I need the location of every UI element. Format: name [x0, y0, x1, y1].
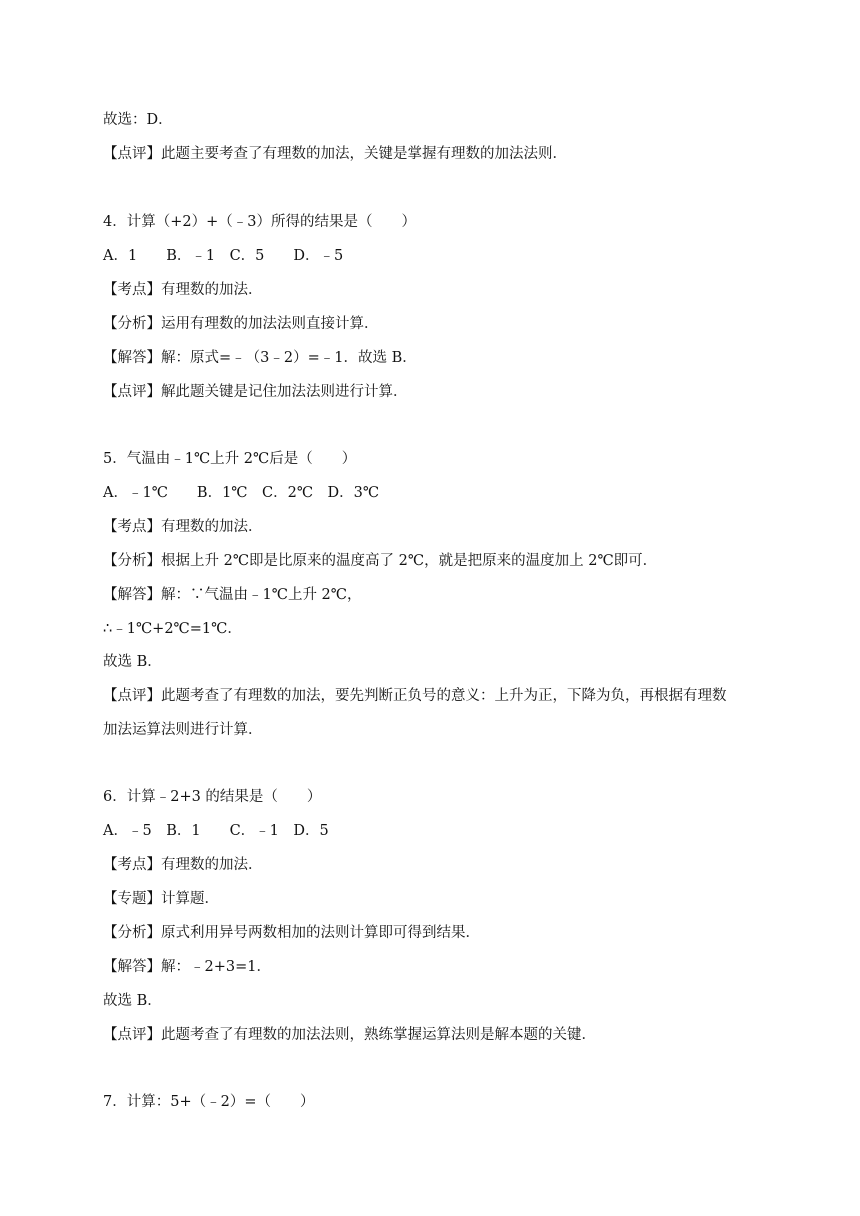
q6-answer: 故选 B． [103, 993, 162, 1009]
q6-dianping: 【点评】此题考查了有理数的加法法则，熟练掌握运算法则是解本题的关键． [103, 1027, 596, 1043]
q5-dianping-line1: 【点评】此题考查了有理数的加法，要先判断正负号的意义：上升为正，下降为负，再根据有理数 [103, 688, 727, 704]
q4-fenxi: 【分析】运用有理数的加法法则直接计算． [103, 316, 379, 332]
q6-kaodian: 【考点】有理数的加法． [103, 857, 263, 873]
q5-dianping-line2: 加法运算法则进行计算． [103, 722, 263, 738]
q6-jieda: 【解答】解：﹣2+3=1． [103, 959, 271, 975]
q5-fenxi: 【分析】根据上升 2℃即是比原来的温度高了 2℃，就是把原来的温度加上 2℃即可． [103, 553, 658, 569]
q5-question: 5．气温由﹣1℃上升 2℃后是（ ） [103, 451, 357, 467]
q6-question: 6．计算﹣2+3 的结果是（ ） [103, 789, 322, 805]
q4-kaodian: 【考点】有理数的加法． [103, 282, 263, 298]
q6-zhuanti: 【专题】计算题． [103, 891, 219, 907]
prev-answer: 故选：D． [103, 112, 173, 128]
q5-kaodian: 【考点】有理数的加法． [103, 519, 263, 535]
q4-jieda: 【解答】解：原式=﹣（3﹣2）=﹣1．故选 B． [103, 350, 417, 366]
q4-options: A．1 B．﹣1 C．5 D．﹣5 [103, 248, 344, 264]
prev-comment: 【点评】此题主要考查了有理数的加法，关键是掌握有理数的加法法则． [103, 146, 567, 162]
q5-options: A．﹣1℃ B．1℃ C．2℃ D．3℃ [103, 485, 380, 501]
q4-dianping: 【点评】解此题关键是记住加法法则进行计算． [103, 384, 408, 400]
q7-question: 7．计算：5+（﹣2）=（ ） [103, 1094, 315, 1110]
q5-answer: 故选 B． [103, 654, 162, 670]
q6-fenxi: 【分析】原式利用异号两数相加的法则计算即可得到结果． [103, 925, 480, 941]
q5-therefore: ∴﹣1℃+2℃=1℃． [103, 621, 242, 637]
q6-options: A．﹣5 B．1 C．﹣1 D．5 [103, 823, 329, 839]
q5-jieda: 【解答】解：∵气温由﹣1℃上升 2℃， [103, 587, 362, 603]
q4-question: 4．计算（+2）+（﹣3）所得的结果是（ ） [103, 214, 416, 230]
